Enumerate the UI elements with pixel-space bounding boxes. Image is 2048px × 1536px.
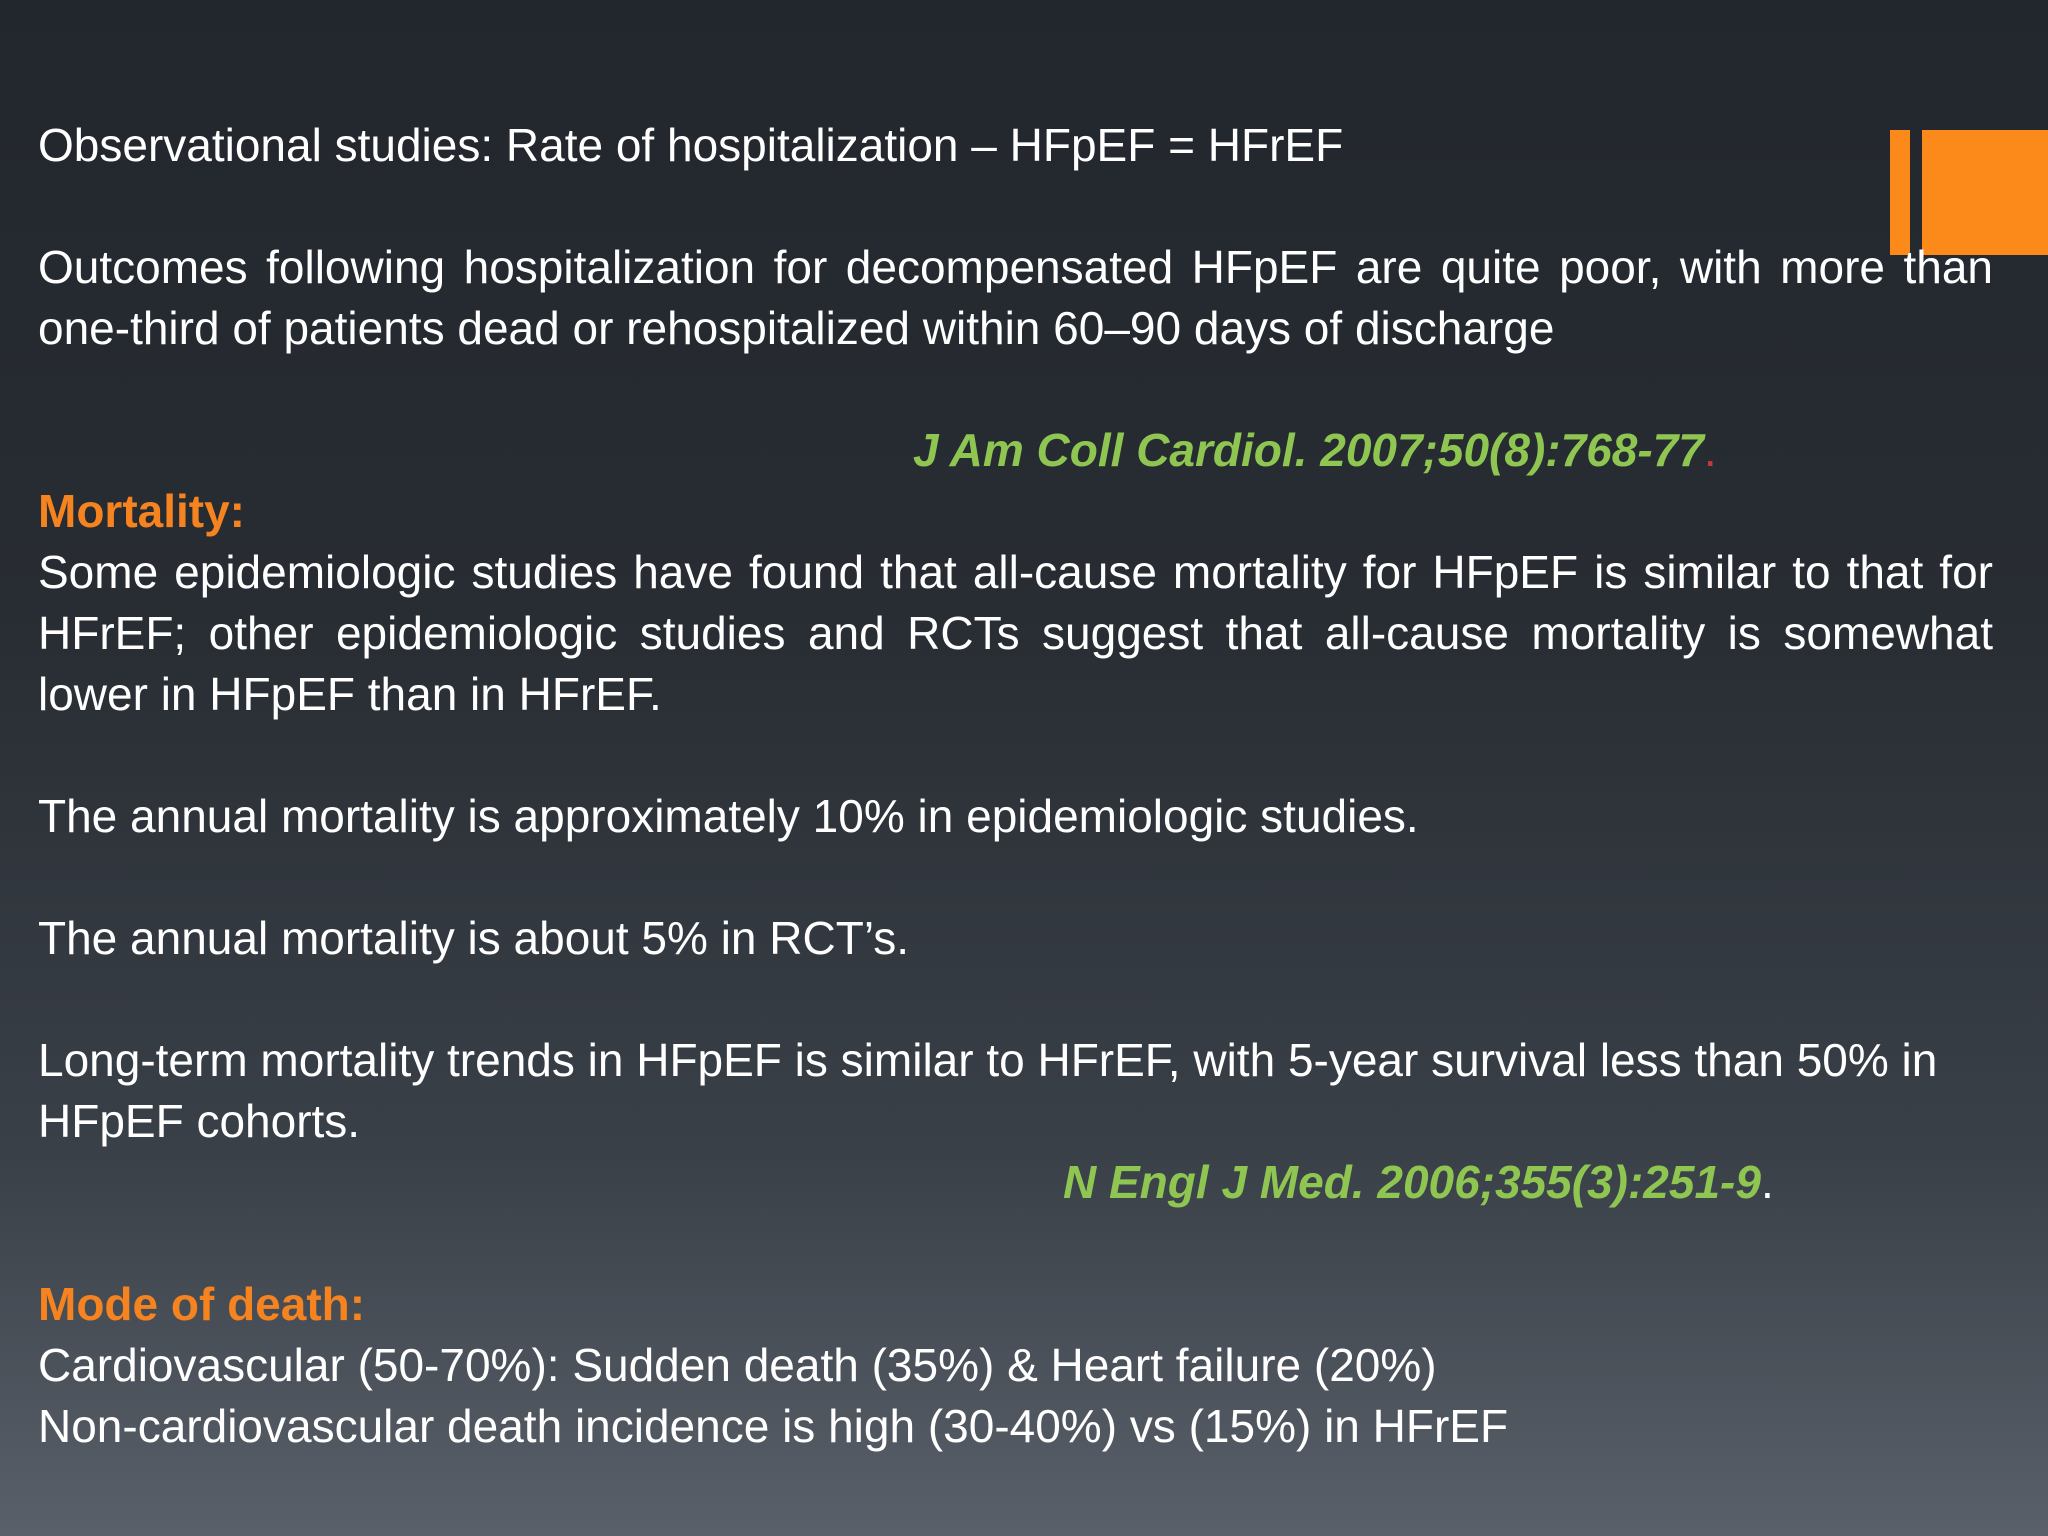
mode-non-cardiovascular: Non-cardiovascular death incidence is high (30-40%) vs (15%) in HFrEF (38, 1400, 1509, 1452)
citation-nejm-period: . (1760, 1156, 1774, 1208)
citation-nejm: N Engl J Med. 2006;355(3):251-9 (1063, 1156, 1761, 1208)
spacer (38, 176, 1993, 237)
spacer (38, 359, 1993, 420)
hospitalization-rate-text: Observational studies: Rate of hospitalization – HFpEF = HFrEF (38, 119, 1344, 171)
mortality-body: Some epidemiologic studies have found that all-cause mortality for HFpEF is similar to that for HFrEF; other epidemiologic studies and RCTs suggest that all-cause mortality is somewhat lower in HFpEF than in HFrEF. (38, 546, 1993, 720)
citation-nejm-row (38, 1152, 1993, 1213)
spacer (38, 1213, 1993, 1274)
citation-jacc-row (38, 420, 1993, 481)
spacer (38, 969, 1993, 1030)
annual-mortality-rct: The annual mortality is about 5% in RCT’s. (38, 912, 909, 964)
annual-mortality-epidemiologic: The annual mortality is approximately 10% in epidemiologic studies. (38, 790, 1419, 842)
long-term-mortality-text: Long-term mortality trends in HFpEF is similar to HFrEF, with 5-year survival less than 50% in HFpEF cohorts. (38, 1034, 1938, 1147)
outcomes-text: Outcomes following hospitalization for decompensated HFpEF are quite poor, with more than one-third of patients dead or rehospitalized within 60–90 days of discharge (38, 241, 1993, 354)
mortality-heading: Mortality: (38, 485, 245, 537)
citation-jacc-period: . (1703, 424, 1717, 476)
mode-of-death-heading: Mode of death: (38, 1278, 366, 1330)
citation-jacc: J Am Coll Cardiol. 2007;50(8):768-77 (913, 424, 1704, 476)
slide-content (38, 115, 1993, 1457)
spacer (38, 847, 1993, 908)
spacer (38, 725, 1993, 786)
mode-cardiovascular: Cardiovascular (50-70%): Sudden death (35%) & Heart failure (20%) (38, 1339, 1437, 1391)
